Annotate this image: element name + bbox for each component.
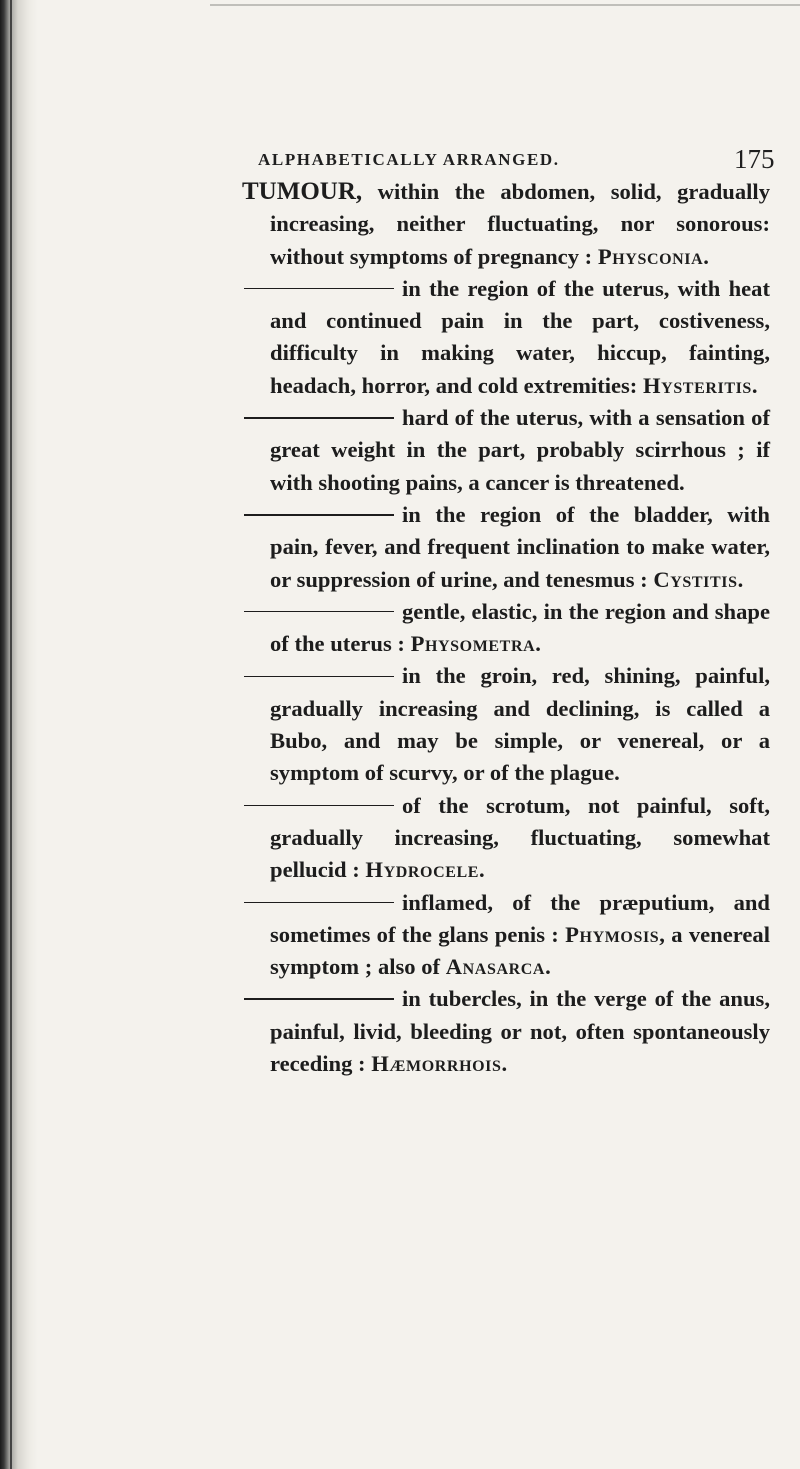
entry-term: Phymosis [565,921,660,947]
binding-line [10,0,12,1469]
entry-text-continued: , a venereal symptom ; also of [270,921,770,980]
entry-scrotum [242,790,770,887]
ditto-dash [244,902,394,904]
entry-term: Hysteritis. [642,372,759,398]
entry-headword: TUMOUR, [242,178,363,205]
entry-term: Physometra. [410,631,542,657]
ditto-dash [244,805,394,807]
entry-tumour-abdomen [242,176,770,273]
entry-text: within the abdomen, solid, gradually increasing, neither fluctuating, nor sonorous: without symptoms of pregnancy : [270,179,770,269]
entry-text: inflamed, of the præputium, and sometimes of the glans penis : [270,889,770,947]
entry-term-secondary: Anasarca. [445,954,552,980]
entry-text: hard of the uterus, with a sensation of great weight in the part, probably scirrhous ; if with shooting pains, a cancer is threatened. [270,405,770,495]
entry-praeputium [242,887,770,984]
entry-term: Physconia. [597,243,710,269]
ditto-dash [244,514,394,516]
binding-edge [0,0,38,1469]
entry-text: in the groin, red, shining, painful, gradually increasing and declining, is called a Bubo, and may be simple, or venereal, or a symptom of scurvy, or of the plague. [270,663,770,786]
ditto-dash [244,676,394,678]
entry-text: in the region of the uterus, with heat and continued pain in the part, costiveness, difficulty in making water, hiccup, fainting, headach, horror, and cold extremities: [270,275,770,398]
entry-bladder [242,499,770,596]
entry-anus [242,983,770,1080]
entry-uterus-region [242,273,770,402]
entry-text: in tubercles, in the verge of the anus, painful, livid, bleeding or not, often spontaneously receding : [270,986,770,1077]
ditto-dash [244,288,394,290]
entry-uterus-hard [242,402,770,499]
entry-term: Hydrocele. [365,857,486,883]
ditto-dash [244,417,394,419]
top-page-edge [210,4,800,6]
ditto-dash [244,998,394,1000]
entry-text: gentle, elastic, in the region and shape of the uterus : [270,598,770,657]
body-text [242,176,770,1080]
page-number: 175 [734,144,775,174]
entry-text: of the scrotum, not painful, soft, gradually increasing, fluctuating, somewhat pellucid : [270,792,770,883]
entry-term: Cystitis. [653,566,744,592]
entry-text: in the region of the bladder, with pain, fever, and frequent inclination to make water, or suppression of urine, and tenesmus : [270,501,770,592]
running-head: ALPHABETICALLY ARRANGED. [258,150,560,169]
ditto-dash [244,611,394,613]
entry-term: Hæmorrhois. [371,1051,508,1077]
entry-uterus-elastic [242,596,770,661]
entry-groin [242,660,770,789]
